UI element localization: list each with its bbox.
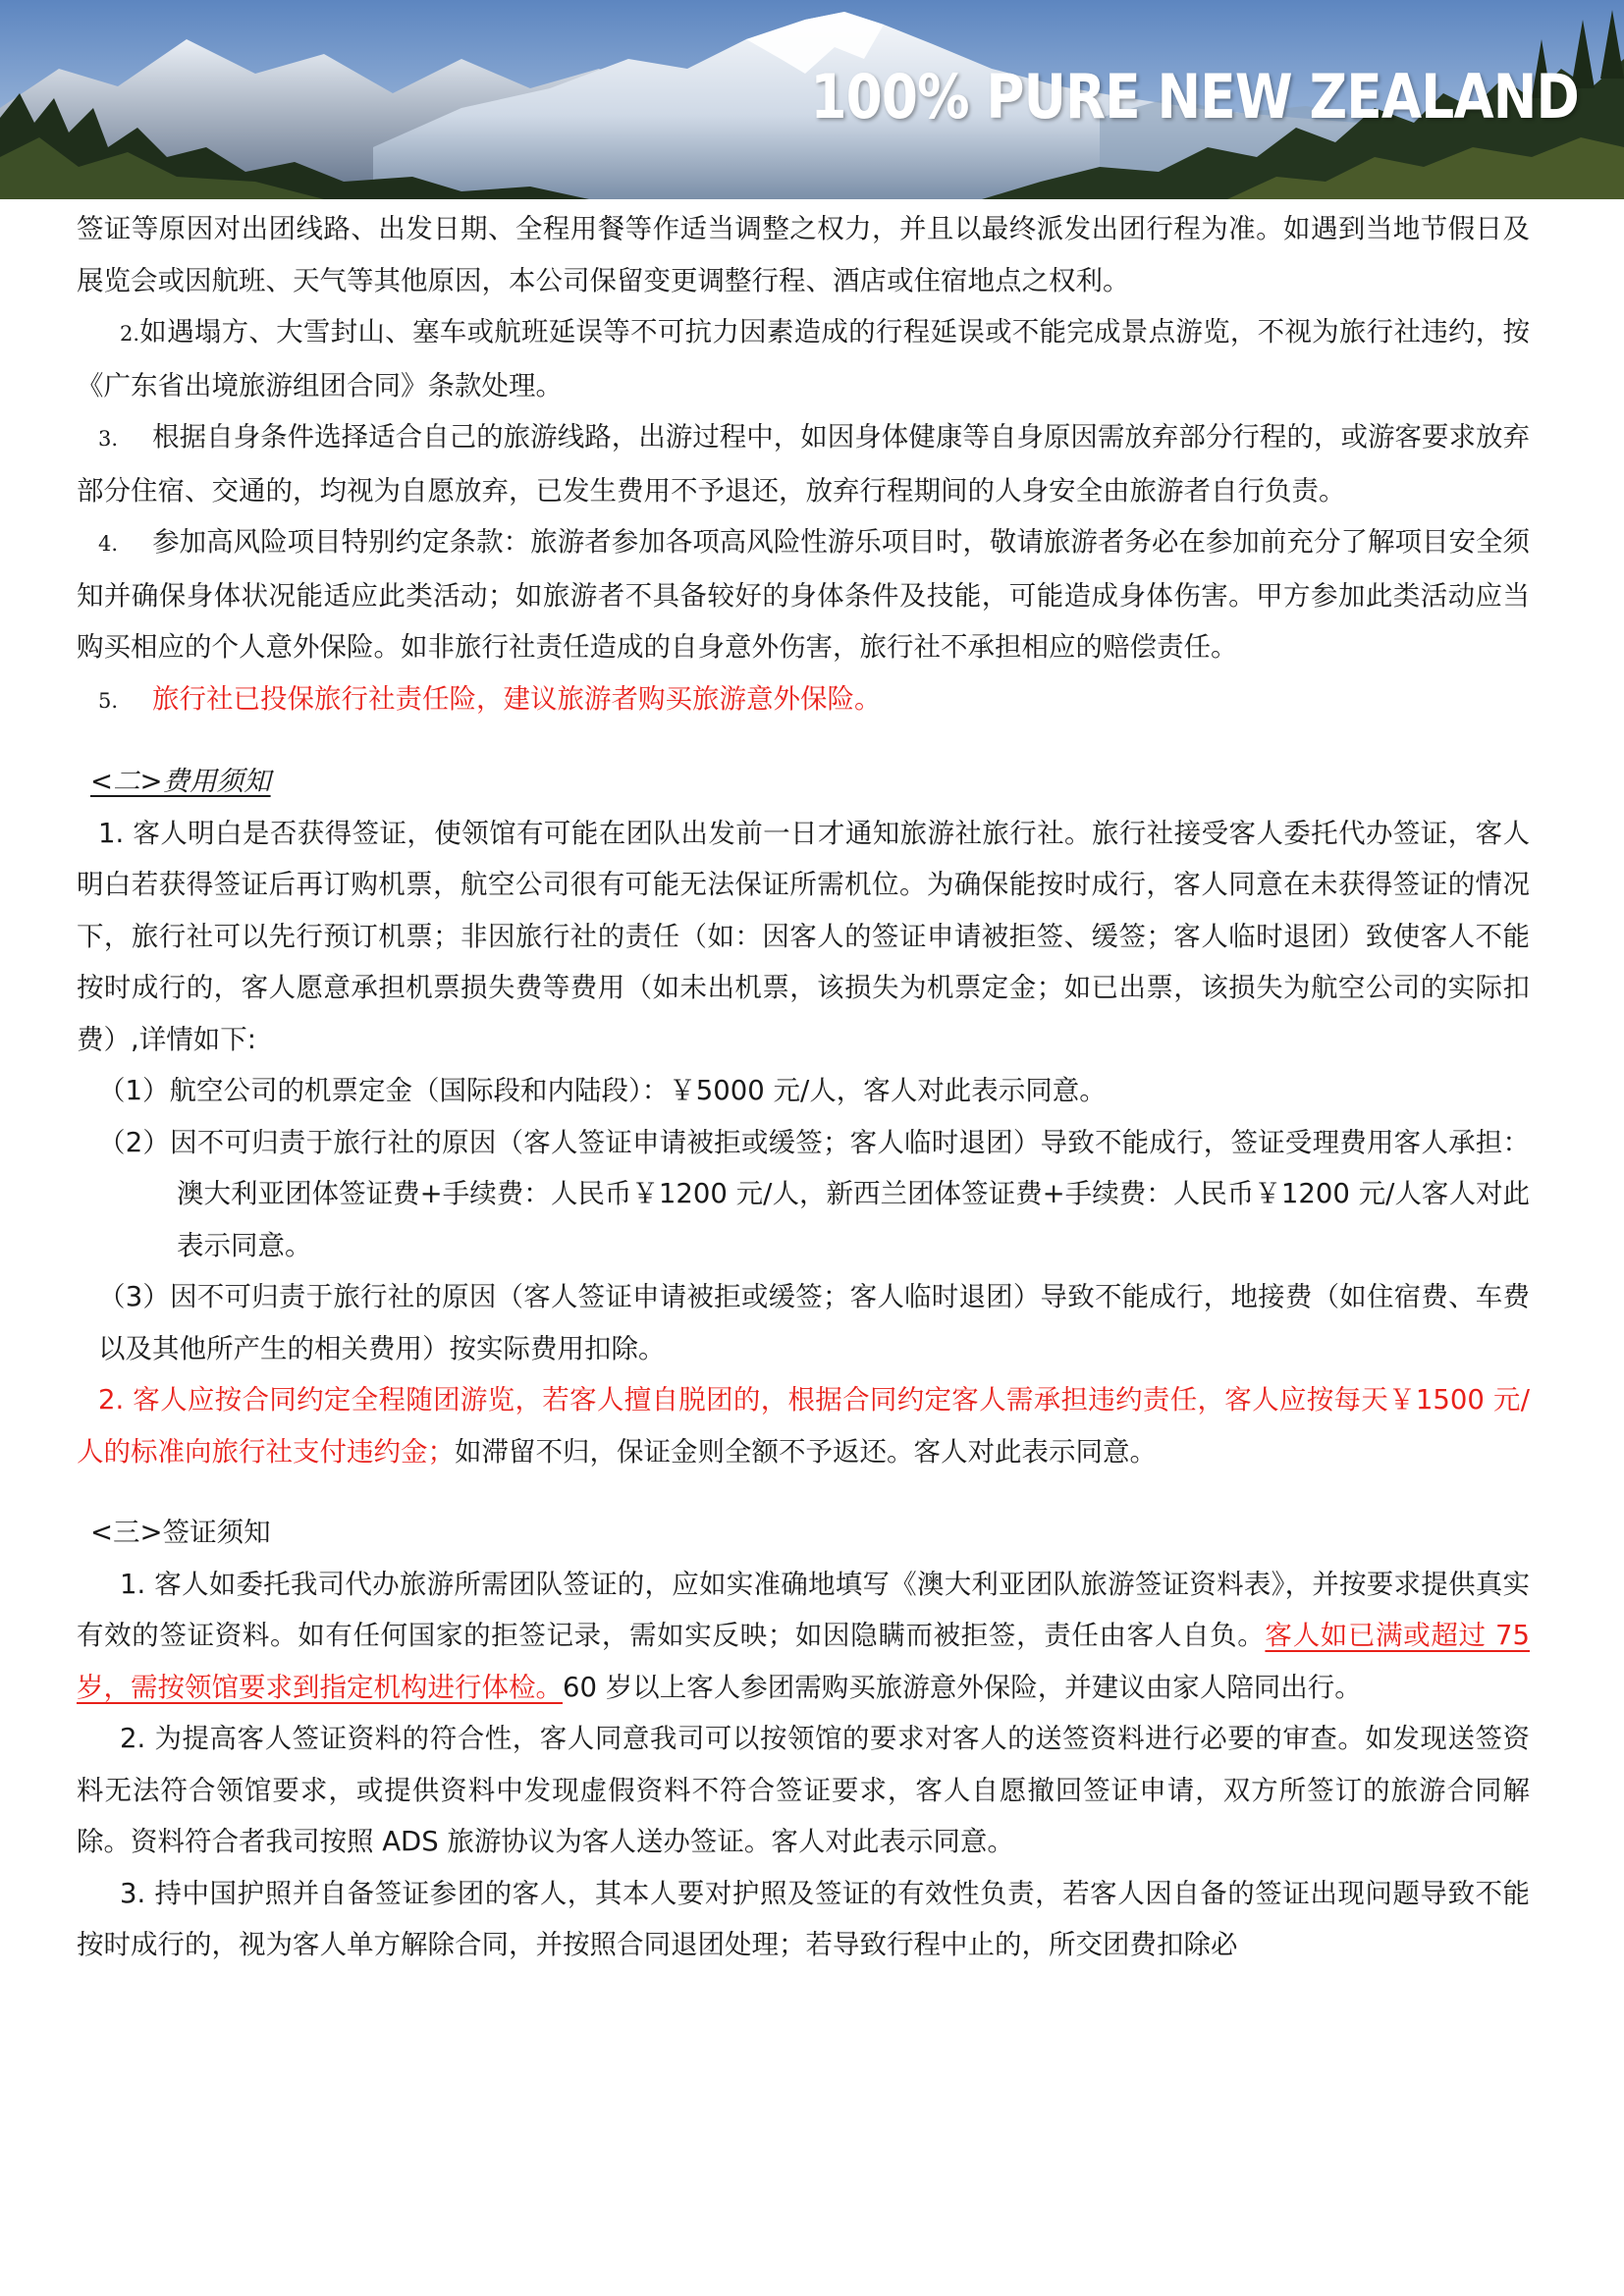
paragraph-item-4 [77,516,1530,673]
visa-paragraph-2: 2. 为提高客人签证资料的符合性，客人同意我司可以按领馆的要求对客人的送签资料进行必要的审查。如发现送签资料无法符合领馆要求，或提供资料中发现虚假资料不符合签证要求，客人自愿撤回签证申请，双方所签订的旅游合同解除。资料符合者我司按照 ADS 旅游协议为客人送办签证。客人对此表示同意。 [77,1723,1530,1857]
fees-sub-1: （1）航空公司的机票定金（国际段和内陆段）：￥5000 元/人，客人对此表示同意。 [98,1075,1107,1106]
item-text: 参加高风险项目特别约定条款：旅游者参加各项高风险性游乐项目时，敬请旅游者务必在参加前充分了解项目安全须知并确保身体状况能适应此类活动；如旅游者不具备较好的身体条件及技能，可能造成身体伤害。甲方参加此类活动应当购买相应的个人意外保险。如非旅行社责任造成的自身意外伤害，旅行社不承担相应的赔偿责任。 [77,526,1531,663]
item-number: 3. [98,427,119,451]
visa-paragraph-1-text: 1. 客人如委托我司代办旅游所需团队签证的，应如实准确地填写《澳大利亚团队旅游签证资料表》，并按要求提供真实有效的签证资料。如有任何国家的拒签记录，需如实反映；如因隐瞒而被拒签，责任由客人自负。 [77,1568,1530,1651]
fees-paragraph-2 [77,1374,1530,1477]
visa-paragraph-1-highlight: 客人如已满或超过 75 岁，需按领馆要求到指定机构进行体检。 [77,1620,1530,1703]
visa-paragraph-1 [77,1559,1530,1714]
document-body [77,203,1530,1971]
item-text-highlighted: 旅行社已投保旅行社责任险，建议旅游者购买旅游意外保险。 [152,682,882,715]
fees-sub-2: （2）因不可归责于旅行社的原因（客人签证申请被拒或缓签；客人临时退团）导致不能成行，签证受理费用客人承担：澳大利亚团体签证费+手续费：人民币￥1200 元/人，新西兰团体签证费+手续费：人民币￥1200 元/人客人对此表示同意。 [98,1126,1530,1261]
visa-paragraph-3: 3. 持中国护照并自备签证参团的客人，其本人要对护照及签证的有效性负责，若客人因自备的签证出现问题导致不能按时成行的，视为客人单方解除合同，并按照合同退团处理；若导致行程中止的，所交团费扣除必 [77,1877,1530,1960]
fees-paragraph-2-highlight: 2. 客人应按合同约定全程随团游览，若客人擅自脱团的，根据合同约定客人需承担违约责任，客人应按每天￥1500 元/人的标准向旅行社支付违约金； [77,1384,1530,1468]
paragraph-continuation: 签证等原因对出团线路、出发日期、全程用餐等作适当调整之权力，并且以最终派发出团行程为准。如遇到当地节假日及展览会或因航班、天气等其他原因，本公司保留变更调整行程、酒店或住宿地点之权利。 [77,213,1530,296]
spacer [77,726,1530,756]
section-title-visa: <三>签证须知 [90,1517,271,1548]
item-number: 4. [98,532,119,556]
visa-paragraph-1-rest: 60 岁以上客人参团需购买旅游意外保险，并建议由家人陪同出行。 [563,1671,1362,1703]
banner-title: 100% PURE NEW ZEALAND [810,61,1579,133]
header-banner [0,0,1624,199]
item-text: 根据自身条件选择适合自己的旅游线路，出游过程中，如因身体健康等自身原因需放弃部分行程的，或游客要求放弃部分住宿、交通的，均视为自愿放弃，已发生费用不予退还，放弃行程期间的人身安全由旅游者自行负责。 [77,421,1531,507]
fees-paragraph-1: 1. 客人明白是否获得签证，使领馆有可能在团队出发前一日才通知旅游社旅行社。旅行社接受客人委托代办签证，客人明白若获得签证后再订购机票，航空公司很有可能无法保证所需机位。为确保能按时成行，客人同意在未获得签证的情况下，旅行社可以先行预订机票；非因旅行社的责任（如：因客人的签证申请被拒签、缓签；客人临时退团）致使客人不能按时成行的，客人愿意承担机票损失费等费用（如未出机票，该损失为机票定金；如已出票，该损失为航空公司的实际扣费）,详情如下: [77,817,1530,1055]
paragraph-item-3 [77,411,1530,516]
item-text: 如遇塌方、大雪封山、塞车或航班延误等不可抗力因素造成的行程延误或不能完成景点游览，不视为旅行社违约，按《广东省出境旅游组团合同》条款处理。 [77,316,1530,401]
section-title-text: <二>费用须知 [90,766,271,797]
item-number: 5. [98,688,119,713]
paragraph-item-5 [77,673,1530,727]
spacer [77,1477,1530,1507]
section-title-fees [77,756,1530,808]
paragraph-item-2 [77,306,1530,411]
fees-paragraph-2-rest: 如滞留不归，保证金则全额不予返还。客人对此表示同意。 [455,1435,1157,1468]
fees-sub-3: （3）因不可归责于旅行社的原因（客人签证申请被拒或缓签；客人临时退团）导致不能成行，地接费（如住宿费、车费以及其他所产生的相关费用）按实际费用扣除。 [98,1281,1530,1364]
item-number: 2. [120,322,140,346]
